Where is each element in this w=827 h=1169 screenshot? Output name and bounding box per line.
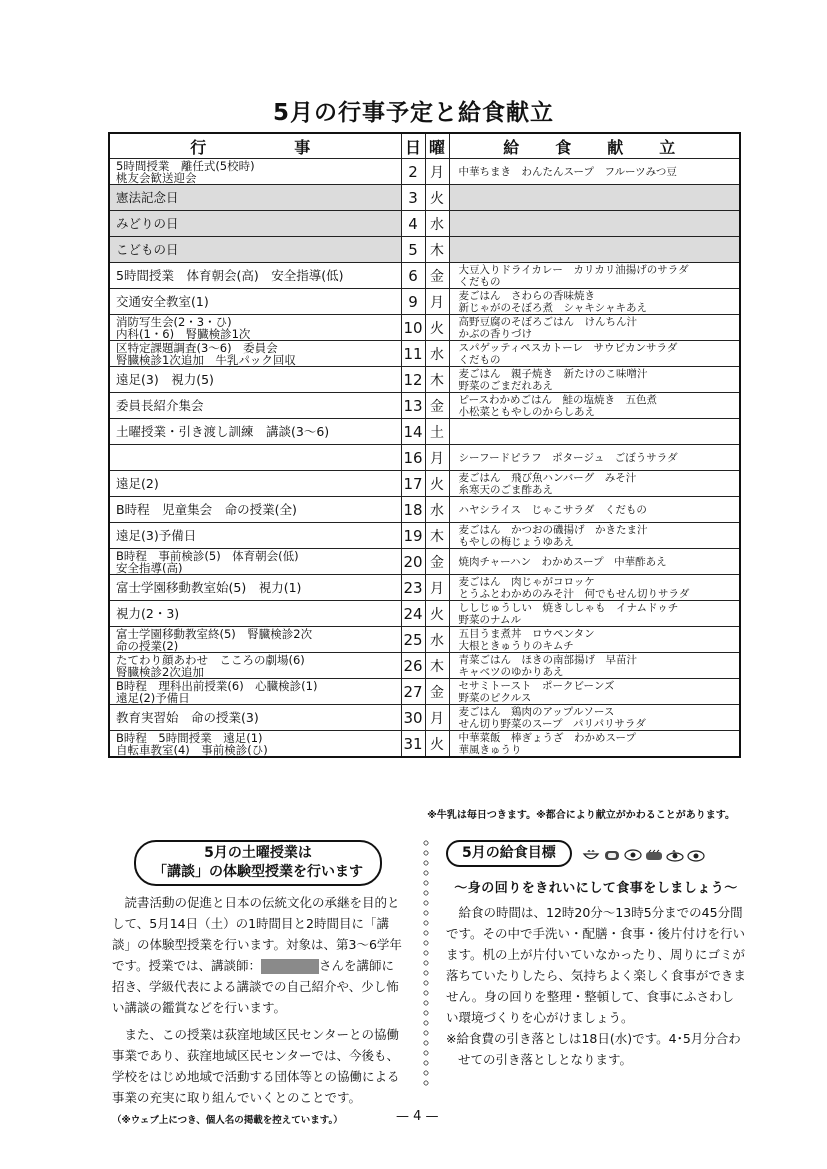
lunch-cell: [449, 341, 740, 367]
day-cell: 16: [401, 445, 425, 471]
event-line: 委員長紹介集会: [116, 397, 204, 413]
lunch-fee-note: ※給食費の引き落としは18日(水)です。4･5月分合わせての引き落としとなります。: [446, 1031, 741, 1067]
weekday-cell: 水: [425, 211, 449, 237]
table-row: [109, 341, 740, 367]
day-cell: 14: [401, 419, 425, 445]
event-cell: [109, 575, 401, 601]
page-number: — 4 —: [396, 1109, 439, 1124]
event-line: 内科(1・6) 腎臓検診1次: [116, 326, 251, 341]
lunch-cell: [449, 549, 740, 575]
event-cell: [109, 341, 401, 367]
lunch-line: 野菜のごまだれあえ: [458, 379, 553, 392]
table-row: [109, 471, 740, 497]
table-row: [109, 237, 740, 263]
weekday-cell: 金: [425, 263, 449, 289]
table-row: [109, 185, 740, 211]
event-line: 遠足(2): [116, 475, 159, 491]
table-row: [109, 315, 740, 341]
event-cell: [109, 367, 401, 393]
event-cell: [109, 471, 401, 497]
lunch-line: 青菜ごはん ほきの南部揚げ 早苗汁: [458, 653, 637, 666]
bread-icon: [603, 847, 621, 861]
lunch-cell: [449, 393, 740, 419]
table-row: [109, 263, 740, 289]
table-row: [109, 445, 740, 471]
event-line: 教育実習始 命の授業(3): [116, 709, 259, 725]
table-row: [109, 367, 740, 393]
lunch-line: ハヤシライス じゃこサラダ くだもの: [458, 503, 647, 516]
weekday-cell: 木: [425, 653, 449, 679]
lunch-cell: [449, 627, 740, 653]
lunch-cell: [449, 731, 740, 758]
table-row: [109, 627, 740, 653]
lunch-line: くだもの: [458, 275, 501, 288]
event-line: 富士学園移動教室終(5) 腎臓検診2次: [116, 626, 313, 641]
weekday-cell: 金: [425, 549, 449, 575]
event-cell: [109, 263, 401, 289]
lunch-line: 小松菜ともやしのからしあえ: [458, 405, 595, 418]
saturday-heading: [134, 840, 382, 886]
table-row: [109, 705, 740, 731]
event-line: 腎臓検診2次追加: [116, 664, 204, 679]
day-cell: 10: [401, 315, 425, 341]
saturday-para1-after: さんを講師に招き、学級代表による講談での自己紹介や、少し怖い講談の鑑賞などを行います。: [112, 958, 399, 1015]
lunch-cell: [449, 679, 740, 705]
lunch-line: 麦ごはん 肉じゃがコロッケ: [458, 575, 595, 588]
lunch-cell: [449, 237, 740, 263]
event-line: B時程 事前検診(5) 体育朝会(低): [116, 548, 299, 563]
event-cell: [109, 445, 401, 471]
day-cell: 3: [401, 185, 425, 211]
weekday-cell: 木: [425, 523, 449, 549]
event-line: B時程 理科出前授業(6) 心臓検診(1): [116, 678, 318, 693]
schedule-rows: [109, 159, 740, 758]
lunch-line: 麦ごはん 飛び魚ハンバーグ みそ汁: [458, 471, 637, 484]
weekday-cell: 金: [425, 679, 449, 705]
weekday-cell: 月: [425, 575, 449, 601]
egg-icon: [624, 847, 642, 861]
weekday-cell: 水: [425, 341, 449, 367]
saturday-class-section: [112, 840, 404, 1105]
lunch-line: 大根ときゅうりのキムチ: [458, 639, 574, 652]
event-cell: [109, 419, 401, 445]
lunch-line: とうふとわかめのみそ汁 何でもせん切りサラダ: [458, 587, 690, 600]
day-cell: 9: [401, 289, 425, 315]
event-line: B時程 児童集会 命の授業(全): [116, 501, 297, 517]
event-cell: [109, 185, 401, 211]
table-row: [109, 211, 740, 237]
day-cell: 24: [401, 601, 425, 627]
event-line: 交通安全教室(1): [116, 293, 209, 309]
lunch-line: シーフードピラフ ポタージュ ごぼうサラダ: [458, 451, 678, 464]
table-row: [109, 289, 740, 315]
saturday-heading-line2: 「講談」の体験型授業を行います: [153, 864, 363, 880]
dotted-divider: [423, 838, 429, 1088]
table-row: [109, 601, 740, 627]
header-weekday: 曜: [425, 133, 449, 159]
schedule-table: [108, 132, 741, 758]
page-title: 5月の行事予定と給食献立: [272, 100, 554, 126]
day-cell: 6: [401, 263, 425, 289]
day-cell: 5: [401, 237, 425, 263]
event-cell: [109, 289, 401, 315]
lunch-line: 麦ごはん かつおの磯揚げ かきたま汁: [458, 523, 648, 536]
lunch-cell: [449, 471, 740, 497]
day-cell: 25: [401, 627, 425, 653]
lunch-goal-paragraph: 給食の時間は、12時20分〜13時5分までの45分間です。その中で手洗い・配膳・食事・後片付けを行います。机の上が片付いていなかったり、周りにゴミが落ちていたりしたら、気持ちよく楽しく食事ができません。身の回りを整理・整頓して、食事にふさわしい環境づくりを心がけましょう。: [446, 905, 746, 1025]
lunch-line: ピースわかめごはん 鮭の塩焼き 五色煮: [458, 393, 658, 406]
weekday-cell: 木: [425, 237, 449, 263]
event-cell: [109, 393, 401, 419]
lunch-line: 麦ごはん 親子焼き 新たけのこ味噌汁: [458, 367, 648, 380]
table-row: [109, 523, 740, 549]
header-day: 日: [401, 133, 425, 159]
table-row: [109, 159, 740, 185]
lunch-line: 中華ちまき わんたんスープ フルーツみつ豆: [458, 165, 677, 178]
weekday-cell: 月: [425, 705, 449, 731]
event-cell: [109, 627, 401, 653]
day-cell: 19: [401, 523, 425, 549]
event-line: 遠足(3) 視力(5): [116, 371, 214, 387]
table-note: ※牛乳は毎日つきます。※都合により献立がかわることがあります。: [427, 810, 735, 821]
weekday-cell: 火: [425, 185, 449, 211]
day-cell: 27: [401, 679, 425, 705]
event-cell: [109, 211, 401, 237]
event-line: 消防写生会(2・3・ひ): [116, 314, 232, 329]
lunch-line: かぶの香りづけ: [458, 327, 532, 340]
weekday-cell: 木: [425, 367, 449, 393]
event-line: たてわり顔あわせ こころの劇場(6): [116, 652, 305, 667]
lunch-line: 中華菜飯 棒ぎょうざ わかめスープ: [458, 731, 636, 744]
event-cell: [109, 601, 401, 627]
event-line: 憲法記念日: [116, 189, 179, 205]
lunch-line: 野菜のピクルス: [458, 691, 532, 704]
lunch-cell: [449, 289, 740, 315]
event-cell: [109, 653, 401, 679]
table-row: [109, 575, 740, 601]
lunch-goal-heading: 5月の給食目標: [446, 840, 572, 867]
table-row: [109, 679, 740, 705]
lunch-cell: [449, 523, 740, 549]
weekday-cell: 火: [425, 601, 449, 627]
lunch-cell: [449, 419, 740, 445]
table-row: [109, 497, 740, 523]
lunch-line: 高野豆腐のそぼろごはん けんちん汁: [458, 315, 637, 328]
weekday-cell: 金: [425, 393, 449, 419]
lunch-cell: [449, 367, 740, 393]
table-row: [109, 549, 740, 575]
lunch-line: もやしの梅じょうゆあえ: [458, 535, 574, 548]
day-cell: 30: [401, 705, 425, 731]
weekday-cell: 火: [425, 471, 449, 497]
event-line: 安全指導(高): [116, 560, 183, 575]
event-line: 土曜授業・引き渡し訓練 講談(3〜6): [116, 423, 330, 439]
day-cell: 18: [401, 497, 425, 523]
saturday-paragraph-1: [112, 892, 404, 1018]
lunch-cell: [449, 575, 740, 601]
weekday-cell: 土: [425, 419, 449, 445]
day-cell: 31: [401, 731, 425, 758]
lunch-cell: [449, 263, 740, 289]
event-line: 5時間授業 離任式(5校時): [116, 158, 255, 173]
table-row: [109, 419, 740, 445]
saturday-para1-before: 読書活動の促進と日本の伝統文化の承継を目的として、5月14日（土）の1時間目と2時間目に「講談」の体験型授業を行います。対象は、第3〜6学年です。授業では、講談師：: [112, 895, 402, 973]
lunch-cell: [449, 653, 740, 679]
table-row: [109, 653, 740, 679]
lunch-cell: [449, 315, 740, 341]
event-line: 遠足(2)予備日: [116, 690, 190, 705]
event-line: 視力(2・3): [116, 605, 180, 621]
food-icons: [582, 847, 705, 861]
saturday-heading-line1: 5月の土曜授業は: [204, 845, 312, 861]
event-line: こどもの日: [116, 241, 179, 257]
lunch-cell: [449, 497, 740, 523]
day-cell: 2: [401, 159, 425, 185]
event-line: 5時間授業 体育朝会(高) 安全指導(低): [116, 267, 344, 283]
day-cell: 4: [401, 211, 425, 237]
weekday-cell: 火: [425, 315, 449, 341]
lunch-cell: [449, 601, 740, 627]
event-cell: [109, 237, 401, 263]
weekday-cell: 水: [425, 627, 449, 653]
lunch-cell: [449, 159, 740, 185]
table-row: [109, 731, 740, 758]
lunch-cell: [449, 211, 740, 237]
day-cell: 26: [401, 653, 425, 679]
day-cell: 13: [401, 393, 425, 419]
event-line: 富士学園移動教室始(5) 視力(1): [116, 579, 302, 595]
lunch-line: 大豆入りドライカレー カリカリ油揚げのサラダ: [458, 263, 689, 276]
event-line: 命の授業(2): [116, 638, 179, 653]
table-row: [109, 393, 740, 419]
event-cell: [109, 679, 401, 705]
privacy-note: （※ウェブ上につき、個人名の掲載を控えています。）: [112, 1115, 343, 1126]
event-line: 腎臓検診1次追加 牛乳パック回収: [116, 352, 296, 367]
day-cell: 12: [401, 367, 425, 393]
event-line: 桃友会歓送迎会: [116, 170, 197, 185]
saturday-paragraph-2: また、この授業は荻窪地域区民センターとの協働事業であり、荻窪地域区民センターでは、今後も、学校をはじめ地域で活動する団体等との協働による事業の充実に取り組んでいくとのことです。: [112, 1027, 400, 1105]
day-cell: 11: [401, 341, 425, 367]
weekday-cell: 月: [425, 445, 449, 471]
header-lunch: 給 食 献 立: [449, 133, 740, 159]
lunch-line: 糸寒天のごま酢あえ: [458, 483, 553, 496]
event-line: 遠足(3)予備日: [116, 527, 197, 543]
weekday-cell: 月: [425, 289, 449, 315]
lunch-line: 新じゃがのそぼろ煮 シャキシャキあえ: [458, 301, 647, 314]
lunch-line: 野菜のナムル: [458, 613, 521, 626]
table-header-row: [109, 133, 740, 159]
lunch-line: 麦ごはん さわらの香味焼き: [458, 289, 595, 302]
lunch-line: 五目うま煮丼 ロウペンタン: [458, 627, 595, 640]
lunch-line: 華風きゅうり: [458, 743, 522, 756]
lunch-line: せん切り野菜のスープ パリパリサラダ: [458, 717, 646, 730]
lunch-goal-subtitle: 〜身の回りをきれいにして食事をしましょう〜: [454, 881, 738, 896]
lunch-line: セサミトースト ポークビーンズ: [458, 679, 615, 692]
event-cell: [109, 731, 401, 758]
day-cell: 17: [401, 471, 425, 497]
lunch-cell: [449, 445, 740, 471]
plate-icon: [666, 847, 684, 861]
event-line: B時程 5時間授業 遠足(1): [116, 730, 263, 745]
event-cell: [109, 523, 401, 549]
header-events: 行 事: [109, 133, 401, 159]
lunch-line: 焼肉チャーハン わかめスープ 中華酢あえ: [458, 555, 667, 568]
lunch-cell: [449, 705, 740, 731]
weekday-cell: 水: [425, 497, 449, 523]
event-cell: [109, 159, 401, 185]
event-cell: [109, 549, 401, 575]
event-cell: [109, 705, 401, 731]
event-cell: [109, 315, 401, 341]
day-cell: 23: [401, 575, 425, 601]
day-cell: 20: [401, 549, 425, 575]
lunch-goal-section: [446, 840, 746, 1070]
bowl-icon: [582, 847, 600, 861]
lunch-line: キャベツのゆかりあえ: [458, 665, 564, 678]
dish-icon: [687, 847, 705, 861]
lunch-line: スパゲッティペスカトーレ サウピカンサラダ: [458, 341, 678, 354]
weekday-cell: 火: [425, 731, 449, 758]
event-line: 自転車教室(4) 事前検診(ひ): [116, 742, 268, 757]
lunch-line: くだもの: [458, 353, 501, 366]
event-line: 区特定課題調査(3〜6) 委員会: [116, 340, 278, 355]
loaf-icon: [645, 847, 663, 861]
weekday-cell: 月: [425, 159, 449, 185]
redacted-name: [261, 959, 319, 974]
event-cell: [109, 497, 401, 523]
lunch-cell: [449, 185, 740, 211]
lunch-line: 麦ごはん 鶏肉のアップルソース: [458, 705, 615, 718]
lunch-line: ししじゅうしい 焼きししゃも イナムドゥチ: [458, 601, 679, 614]
event-line: みどりの日: [116, 215, 179, 231]
